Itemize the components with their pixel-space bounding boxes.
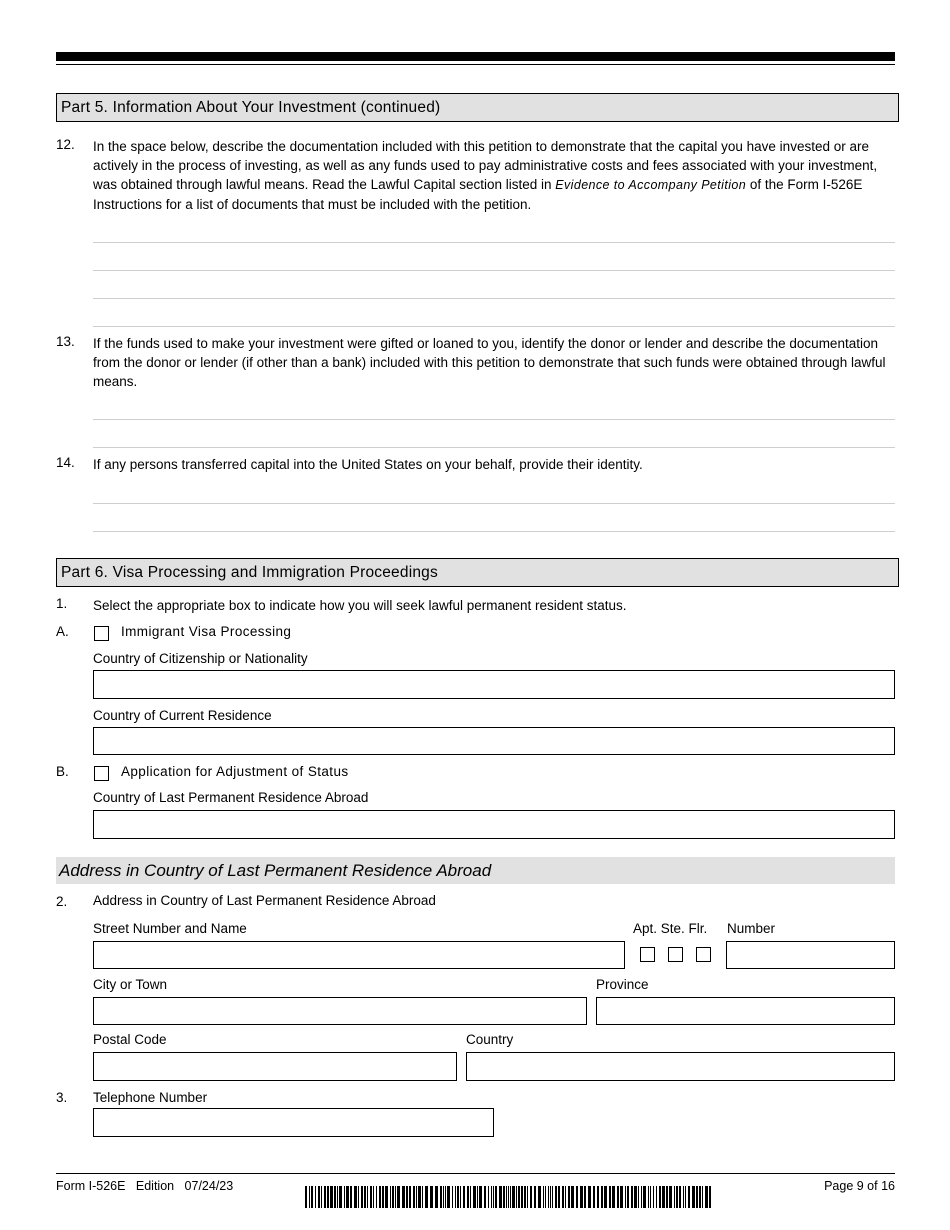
option-a-letter: A. (56, 624, 69, 639)
city-label: City or Town (93, 977, 168, 992)
last-residence-input[interactable] (93, 810, 895, 839)
immigrant-visa-processing-label: Immigrant Visa Processing (121, 624, 292, 639)
country-input[interactable] (466, 1052, 895, 1081)
barcode-image (305, 1186, 713, 1208)
citizenship-label: Country of Citizenship or Nationality (93, 651, 308, 666)
citizenship-input[interactable] (93, 670, 895, 699)
adjustment-of-status-checkbox[interactable] (94, 766, 109, 781)
q13-answer-line-1[interactable] (93, 419, 895, 420)
q14-answer-line-1[interactable] (93, 503, 895, 504)
q12-answer-line-3[interactable] (93, 298, 895, 299)
street-label: Street Number and Name (93, 921, 247, 936)
current-residence-input[interactable] (93, 727, 895, 755)
page-number: Page 9 of 16 (824, 1179, 895, 1193)
part5-header: Part 5. Information About Your Investment (continued) (56, 93, 899, 122)
q12-text-after: of the Form I-526E Instructions for a list of documents that must be included with the petition. (93, 177, 863, 212)
footer-rule (56, 1173, 895, 1174)
current-residence-label: Country of Current Residence (93, 708, 272, 723)
apt-checkbox[interactable] (640, 947, 655, 962)
q14-text: If any persons transferred capital into the United States on your behalf, provide their identity. (93, 457, 643, 472)
q12-answer-line-2[interactable] (93, 270, 895, 271)
unit-number-input[interactable] (726, 941, 895, 969)
immigrant-visa-processing-checkbox[interactable] (94, 626, 109, 641)
city-input[interactable] (93, 997, 587, 1025)
option-b-letter: B. (56, 764, 69, 779)
q12-number: 12. (56, 137, 75, 152)
q14-answer-line-2[interactable] (93, 531, 895, 532)
q13-text: If the funds used to make your investment were gifted or loaned to you, identify the donor or lender and describe the documentation from the donor or lender (if other than a bank) included with this petition to demonstrate that such funds were obtained through lawful means. (93, 336, 886, 389)
q13-number: 13. (56, 334, 75, 349)
p6-q1-text: Select the appropriate box to indicate how you will seek lawful permanent resident status. (93, 598, 627, 613)
telephone-input[interactable] (93, 1108, 494, 1137)
p6-q2-number: 2. (56, 894, 68, 909)
address-section-header: Address in Country of Last Permanent Residence Abroad (56, 857, 895, 884)
q13-answer-line-2[interactable] (93, 447, 895, 448)
footer-form-edition (56, 1179, 233, 1193)
edition-date: 07/24/23 (184, 1179, 234, 1193)
last-residence-label: Country of Last Permanent Residence Abroad (93, 790, 369, 805)
adjustment-of-status-label: Application for Adjustment of Status (121, 764, 349, 779)
unit-number-label: Number (727, 921, 776, 936)
form-id: Form I-526E (56, 1179, 126, 1193)
q12-answer-line-4[interactable] (93, 326, 895, 327)
street-input[interactable] (93, 941, 625, 969)
province-input[interactable] (596, 997, 895, 1025)
p6-q2-label: Address in Country of Last Permanent Residence Abroad (93, 893, 436, 908)
edition-label: Edition (135, 1179, 175, 1193)
part6-header: Part 6. Visa Processing and Immigration Proceedings (56, 558, 899, 587)
q12-text-before: In the space below, describe the documentation included with this petition to demonstrate that the capital you have invested or are actively in the process of investing, as well as any funds used to pay administrative costs and fees associated with your investment, was obtained through lawful means. Read the Lawful Capital section listed in (93, 139, 878, 192)
flr-checkbox[interactable] (696, 947, 711, 962)
postal-code-label: Postal Code (93, 1032, 167, 1047)
apt-ste-flr-label: Apt. Ste. Flr. (633, 921, 708, 936)
top-rule-thin (56, 64, 895, 65)
p6-q3-number: 3. (56, 1090, 68, 1105)
q14-number: 14. (56, 455, 75, 470)
postal-code-input[interactable] (93, 1052, 457, 1081)
p6-q1-number: 1. (56, 596, 68, 611)
ste-checkbox[interactable] (668, 947, 683, 962)
q12-answer-line-1[interactable] (93, 242, 895, 243)
top-rule-thick (56, 52, 895, 61)
q12-text (93, 137, 895, 214)
q12-instructions-ref: Evidence to Accompany Petition (555, 178, 747, 192)
province-label: Province (596, 977, 649, 992)
telephone-label: Telephone Number (93, 1090, 208, 1105)
country-label: Country (466, 1032, 514, 1047)
